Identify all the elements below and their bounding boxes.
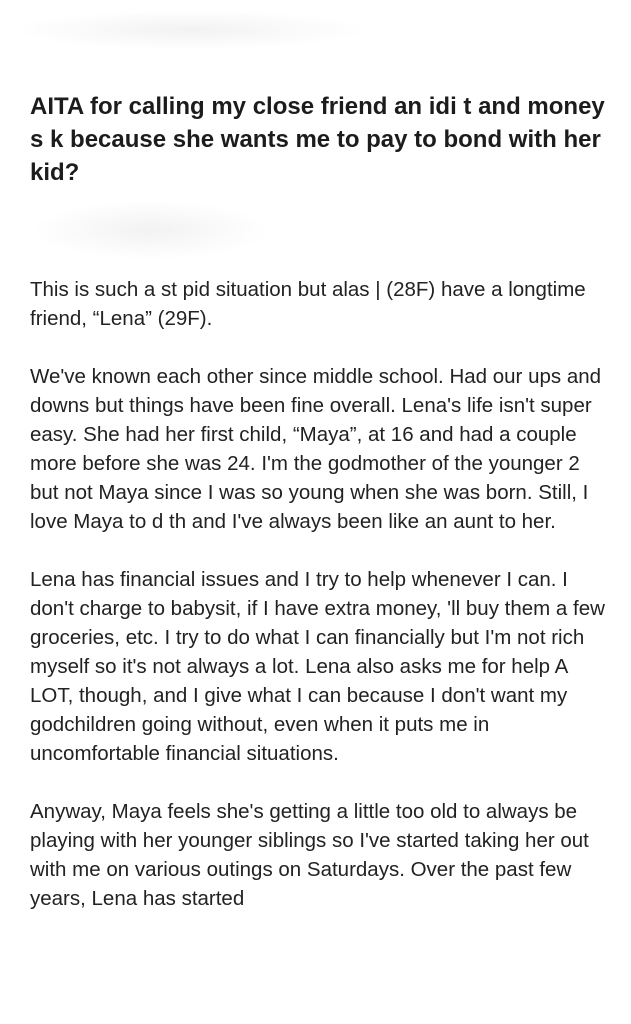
- post-paragraph: Lena has financial issues and I try to help whenever I can. I don't charge to babysit, if I have extra money, 'll buy them a few groceries, etc. I try to do what I can financially but I'm not rich myself so it's not always a lot. Lena also asks me for help A LOT, though, and I give what I can because I don't want my godchildren going without, even when it puts me in uncomfortable financial situations.: [30, 568, 605, 765]
- background-smudge: [30, 200, 270, 260]
- post-body: [30, 275, 610, 942]
- post-paragraph: We've known each other since middle school. Had our ups and downs but things have been fine overall. Lena's life isn't super easy. She had her first child, “Maya”, at 16 and had a couple more before she was 24. I'm the godmother of the younger 2 but not Maya since I was so young when she was born. Still, I love Maya to d th and I've always been like an aunt to her.: [30, 365, 602, 533]
- background-smudge: [10, 10, 370, 50]
- post-paragraph: This is such a st pid situation but alas | (28F) have a longtime friend, “Lena” (29F).: [30, 278, 586, 330]
- post-title: AITA for calling my close friend an idi t and money s k because she wants me to pay to bond with her kid?: [30, 93, 605, 186]
- post-paragraph: Anyway, Maya feels she's getting a little too old to always be playing with her younger siblings so I've started taking her out with me on various outings on Saturdays. Over the past few years, Lena has started: [30, 800, 589, 910]
